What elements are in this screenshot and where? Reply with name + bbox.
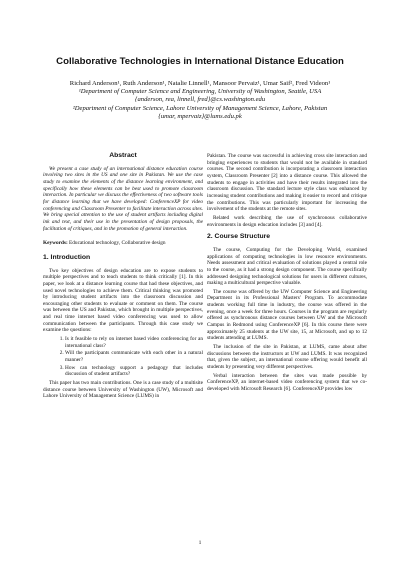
research-question: 2. Will the participants communicate with each other in a natural manner? — [65, 350, 203, 363]
section-2-paragraph: The course, Computing for the Developing World, examined applications of computing technologies in low resource environments. Needs assessment and critical evaluation of solutions played a central role to the course, as it had a strong design component. The course specifically addressed designing technological solutions for users in different cultures, making a multicultural perspective valuable. — [207, 246, 367, 287]
keywords-label: Keywords: — [43, 240, 68, 247]
section-2-paragraph: Verbal interaction between the sites was made possible by ConferenceXP, an internet-based video conferencing system that we co-developed with Microsoft Research [6]. ConferenceXP provides low — [207, 372, 367, 392]
abstract-heading: Abstract — [109, 152, 137, 159]
paper-title: Collaborative Technologies in International Distance Education — [56, 56, 344, 67]
keywords — [43, 240, 203, 247]
author-list: Richard Anderson¹, Ruth Anderson¹, Natalie Linnell¹, Mansoor Pervaiz¹, Umar Saif², Fred Videon¹ — [69, 80, 331, 87]
right-column — [207, 153, 367, 395]
emails-uw: {anderson, rea, linnell, fred}@cs.washington.edu — [134, 96, 266, 104]
emails-lums: {umar, mpervaiz}@lums.edu.pk — [158, 112, 242, 120]
section-2-paragraph: The inclusion of the site in Pakistan, at LUMS, came about after discussions between the instructors at UW and LUMS. It was recognized that, given the subject, an international course offering would benefit all students by presenting very different perspectives. — [207, 344, 367, 371]
section-2-paragraph: The course was offered by the UW Computer Science and Engineering Department in its Professional Masters' Program. To accommodate students working full time in industry, the course was offered in the evening, once a week for three hours. Courses in the program are regularly offered as synchronous distance courses between UW and the Microsoft Campus in Redmond using ConferenceXP [6]. In this course there were approximately 25 students at the UW site, 15, at Microsoft, and up to 12 students attending at LUMS. — [207, 288, 367, 342]
abstract-text: We present a case study of an international distance education course involving two sites in the US and one site in Pakistan. We use the case study to examine the elements of the distance learning environment, and specifically how these elements can be best used to promote classroom interaction. In particular we discuss the effectiveness of two software tools for distance learning that we have developed: ConferenceXP for video conferencing and Classroom Presenter to facilitate interaction across sites. We bring special attention to the use of student artifacts including digital ink and text, and their use in the presentation of design proposals, the facilitation of critiques, and in the promotion of general interaction. — [43, 165, 203, 232]
page-number: 1 — [198, 540, 202, 546]
affiliation-uw: ¹Department of Computer Science and Engineering, University of Washington, Seattle, USA — [78, 88, 322, 96]
section-1-paragraph: Two key objectives of design education are to expose students to multiple perspectives and to teach students to think critically [1]. In this paper, we look at a distance learning course that had these objectives, and used novel technologies to achieve them. Critical thinking was promoted by introducing student artifacts into the classroom discussion and encouraging other students to evaluate or comment on them. The course was between the US and Pakistan, which brought in multiple perspectives, and real time internet based video conferencing was used to allow communication between the participants. Through this case study we examine the questions: — [43, 267, 203, 334]
related-work-paragraph: Related work describing the use of synchronous collaborative environments in design education includes [3] and [4]. — [207, 214, 367, 228]
research-question: 3. How can technology support a pedagogy that includes discussion of student artifacts? — [65, 365, 203, 378]
section-1-paragraph: This paper has two main contributions. One is a case study of a multisite distance course between University of Washington (UW), Microsoft and Lahore University of Management Science (LUMS) in — [43, 380, 203, 400]
keywords-text: Educational technology, Collaborative design — [67, 240, 166, 247]
section-2-heading: 2. Course Structure — [207, 233, 271, 241]
research-question: 1. Is it feasible to rely on internet based video conferencing for an international class? — [65, 336, 203, 349]
intro-continued-paragraph: Pakistan. The course was successful in achieving cross site interaction and bringing experiences to students that would not be available in standard courses. The second contribution is incorporating a classroom interaction system, Classroom Presenter [2] into a distance course. This allowed the students to engage in activities and have their results integrated into the classroom discussion. The standard lecture style class was enhanced by increasing student contributions and making it easier to record and critique the contributions. This was particularly important for increasing the involvement of the students at the remote sites. — [207, 153, 367, 213]
affiliation-lums: ²Department of Computer Science, Lahore University of Management Science, Lahore, Pakistan — [72, 104, 328, 112]
research-questions-list — [43, 336, 203, 378]
section-1-heading: 1. Introduction — [43, 253, 91, 261]
author-block — [40, 80, 360, 121]
left-column — [43, 153, 203, 402]
